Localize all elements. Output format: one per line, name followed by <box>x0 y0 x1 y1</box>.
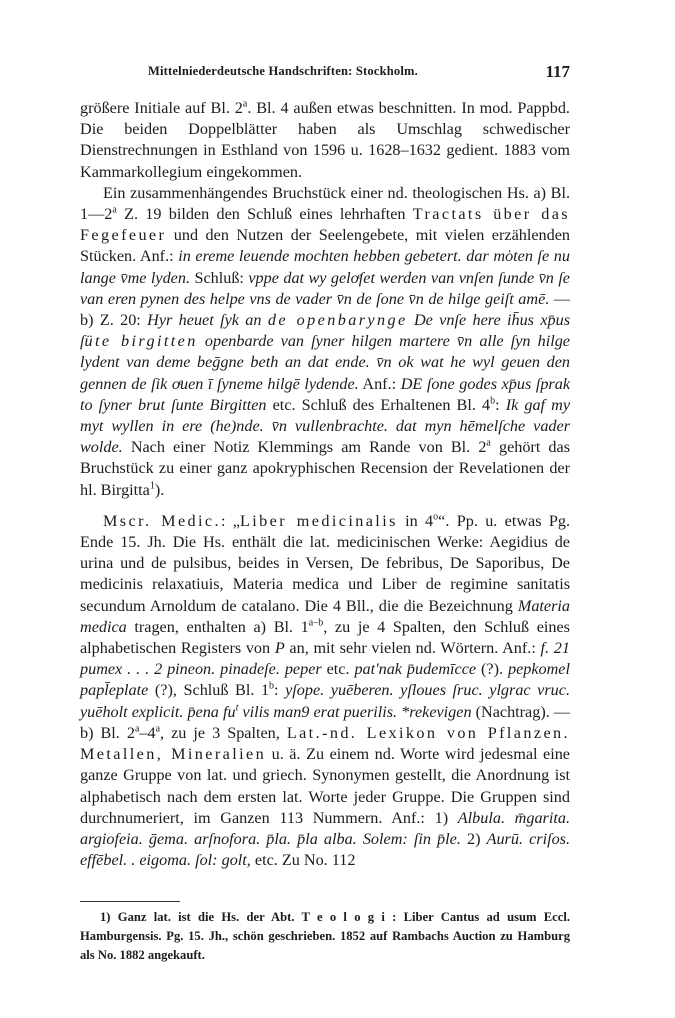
running-header <box>108 62 570 88</box>
footnote-divider <box>80 901 180 902</box>
footnote <box>80 908 570 965</box>
footnote-text: 1) Ganz lat. ist die Hs. der Abt. T e o l o g i : Liber Cantus ad usum Eccl. Hamburgensis. Pg. 15. Jh., schön geschrieben. 1852 auf Rambachs Auction zu Hamburg als No. 1882 angekauft. <box>80 910 570 962</box>
paragraph: größere Initiale auf Bl. 2$^a$. Bl. 4 außen etwas beschnitten. In mod. Pappbd. Die beiden Doppelblätter haben als Umschlag schwedischer Dienstrechnungen in Esthland von 1596 u. 1628–1632 gedient. 1883 vom Kammarkollegium eingekommen. <box>80 98 570 181</box>
body-text <box>80 98 570 871</box>
page-number: 117 <box>545 62 570 81</box>
running-title: Mittelniederdeutsche Handschriften: Stockholm. <box>148 64 418 78</box>
paragraph: Mscr. Medic.: „Liber medicinalis in 4$^o$“. Pp. u. etwas Pg. Ende 15. Jh. Die Hs. enthält die lat. medicinischen Werke: Aegidius de urina und de pulsibus, beides in Versen, De febribus, De Saporibus, De medicinis relaxatiuis, Materia medica und Liber de regimine sanitatis secundum Arnoldum de catalano. Die 4 Bll., die die Bezeichnung Materia medica tragen, enthalten a) Bl. 1$^{a-b}$, zu je 4 Spalten, den Schluß eines alphabetischen Registers von P an, mit sehr vielen nd. Wörtern. Anf.: f. 21 pumex . . . 2 pineon. pinadeſe. peper etc. pat'nak p̄udemīcce (?). pepkomel papl̄eplate (?), Schluß Bl. 1$^b$: yſope. yuēberen. yſloues ſruc. ylgrac vruc. yuēholt explicit. p̄ena $fu^t$ vilis man9 erat puerilis. *rekevigen (Nachtrag). — b) Bl. 2$^a$–4$^a$, zu je 3 Spalten, Lat.-nd. Lexikon von Pflanzen. Metallen, Mineralien u. ä. Zu einem nd. Worte wird jedesmal eine ganze Gruppe von lat. und griech. Synonymen gestellt, die Anordnung ist alphabetisch nach dem ersten lat. Worte jeder Gruppe. Die Gruppen sind durchnumeriert, im Ganzen 113 Nummern. Anf.: 1) Albula. m̄garita. argiofeia. ḡema. arſnofora. p̄la. p̄la alba. Solem: ſin p̄le. 2) Aurū. criſos. effēbel. . eigoma. ſol: golt, etc. Zu No. 112 <box>80 511 571 870</box>
paragraph: Ein zusammenhängendes Bruchstück einer nd. theologischen Hs. a) Bl. 1—2$^a$ Z. 19 bilden den Schluß eines lehrhaften Tractats über das Fegefeuer und den Nutzen der Seelengebete, mit vielen erzählenden Stücken. Anf.: in ereme leuende mochten hebben gebetert. dar mo̍ten ſe nu lange v̄me lyden. Schluß: vppe dat wy geloͤſet werden van vnſen ſunde v̄n ſe van eren pynen des helpe vns de vader v̄n de ſone v̄n de hilge geiſt amē. — b) Z. 20: Hyr heuet ſyk an de openbarynge De vnſe here ih̄us xp̄us ſüte birgitten openbarde van ſyner hilgen martere v̄n alle ſyn hilge lydent van deme beḡgne beth an dat ende. v̄n ok wat he wyl geuen den gennen de ſik oͤuen ī ſyneme hilgē lydende. Anf.: DE ſone godes xp̄us ſprak to ſyner brut ſunte Birgitten etc. Schluß des Erhaltenen Bl. 4$^b$: Ik gaf my myt wyllen in ere (he)nde. v̄n vullenbrachte. dat myn hēmelſche vader wolde. Nach einer Notiz Klemmings am Rande von Bl. 2$^a$ gehört das Bruchstück zu einer ganz apokryphischen Recension der Revelationen der hl. Birgitta$^1$). <box>80 183 571 499</box>
